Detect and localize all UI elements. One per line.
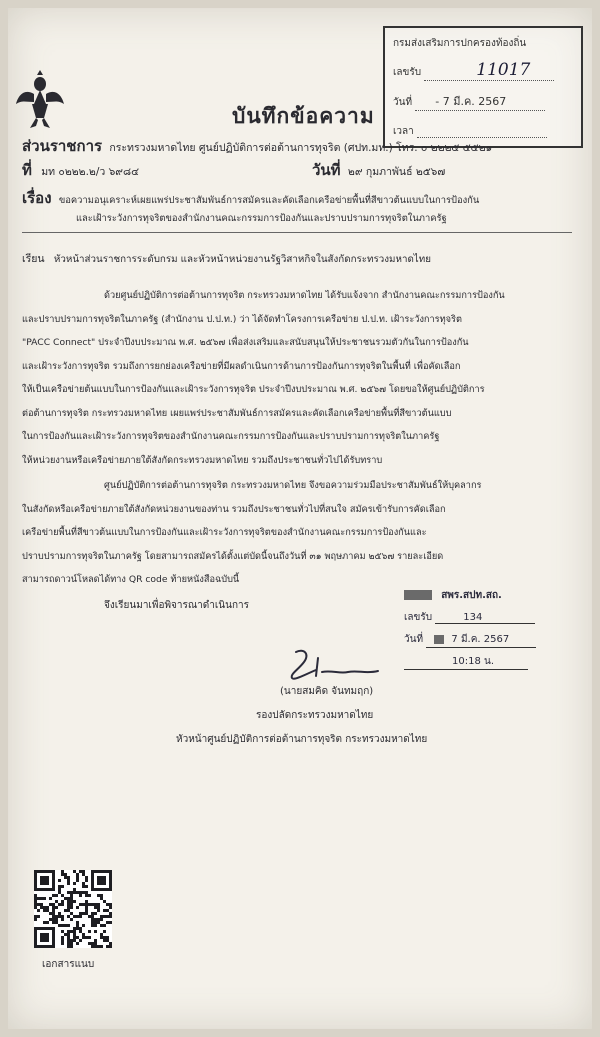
para2-line: ปราบปรามการทุจริตในภาครัฐ โดยสามารถสมัครได้ตั้งแต่บัดนี้จนถึงวันที่ ๓๑ พฤษภาคม ๒๕๖๗ รายละเอียด xyxy=(22,550,444,562)
para1-line: "PACC Connect" ประจำปีงบประมาณ พ.ศ. ๒๕๖๗ เพื่อส่งเสริมและสนับสนุนให้ประชาชนรวมตัวกันในการป้องกัน xyxy=(22,337,469,348)
date-text: ๒๙ กุมภาพันธ์ ๒๕๖๗ xyxy=(347,166,446,178)
para2-line: สามารถดาวน์โหลดได้ทาง QR code ท้ายหนังสือฉบับนี้ xyxy=(22,574,240,585)
stamp-number-label: เลขรับ xyxy=(393,67,422,78)
stamp2-number-label: เลขรับ xyxy=(404,612,433,623)
para1-line: ให้หน่วยงานหรือเครือข่ายภายใต้สังกัดกระทรวงมหาดไทย รวมถึงประชาชนทั่วไปได้รับทราบ xyxy=(22,454,383,466)
handwritten-signature xyxy=(282,644,392,684)
signer-position-1: รองปลัดกระทรวงมหาดไทย xyxy=(256,710,374,721)
para1-line: ด้วยศูนย์ปฏิบัติการต่อต้านการทุจริต กระทรวงมหาดไทย ได้รับแจ้งจาก สำนักงานคณะกรรมการป้องกัน xyxy=(104,290,505,301)
para2-line: ศูนย์ปฏิบัติการต่อต้านการทุจริต กระทรวงมหาดไทย จึงขอความร่วมมือประชาสัมพันธ์ให้บุคลากร xyxy=(104,480,482,491)
salutation-label: เรียน xyxy=(22,253,45,265)
para1-line: ให้เป็นเครือข่ายต้นแบบในการป้องกันและเฝ้าระวังการทุจริต ประจำปีงบประมาณ พ.ศ. ๒๕๖๗ โดยขอให้ศูนย์ปฏิบัติการ xyxy=(22,384,485,395)
stamp2-date-row xyxy=(404,632,536,648)
stamp-date-value: - 7 มี.ค. 2567 xyxy=(435,95,507,108)
signer-name: (นายสมคิด จันทมฤก) xyxy=(280,686,374,697)
stamp-number-value: 11017 xyxy=(476,60,531,80)
subject-line-1 xyxy=(22,189,479,210)
stamp2-date-blot xyxy=(434,635,444,644)
qr-caption: เอกสารแนบ xyxy=(42,959,95,970)
paragraph-2 xyxy=(22,474,582,592)
signer-position-2: หัวหน้าศูนย์ปฏิบัติการต่อต้านการทุจริต กระทรวงมหาดไทย xyxy=(176,734,428,745)
stamp-number-row xyxy=(393,60,554,81)
agency-label: ส่วนราชการ xyxy=(22,137,103,155)
subject-label: เรื่อง xyxy=(22,189,52,207)
salutation-text: หัวหน้าส่วนราชการระดับกรม และหัวหน้าหน่วยงานรัฐวิสาหกิจในสังกัดกระทรวงมหาดไทย xyxy=(53,254,431,265)
stamp2-date-label: วันที่ xyxy=(404,634,424,645)
closing-line: จึงเรียนมาเพื่อพิจารณาดำเนินการ xyxy=(104,600,250,611)
stamp-org-label: กรมส่งเสริมการปกครองท้องถิ่น xyxy=(393,38,527,49)
date-label: วันที่ xyxy=(312,161,341,179)
para2-line: ในสังกัดหรือเครือข่ายภายใต้สังกัดหน่วยงานของท่าน รวมถึงประชาชนทั่วไปที่สนใจ สมัครเข้ารับการคัดเลือก xyxy=(22,503,446,515)
department-receive-stamp xyxy=(404,588,564,670)
ref-label: ที่ xyxy=(22,161,32,179)
stamp2-org-row xyxy=(404,588,502,603)
reference-line xyxy=(22,161,139,182)
stamp2-number-row xyxy=(404,610,535,625)
header-divider xyxy=(22,232,572,233)
stamp2-date-value: 7 มี.ค. 2567 xyxy=(451,634,510,645)
stamp-date-label: วันที่ xyxy=(393,97,413,108)
stamp2-number-value: 134 xyxy=(463,612,483,623)
agency-line xyxy=(22,137,492,158)
stamp-time-label: เวลา xyxy=(393,126,414,137)
para1-line: ในการป้องกันและเฝ้าระวังการทุจริตของสำนักงานคณะกรรมการป้องกันและปราบปรามการทุจริตในภาครัฐ xyxy=(22,431,440,442)
stamp2-org: สพร.สปท.สถ. xyxy=(441,590,502,601)
agency-text: กระทรวงมหาดไทย ศูนย์ปฏิบัติการต่อต้านการทุจริต (ศปท.มท.) โทร. ๐ ๒๒๒๕ ๕๕๒๑ xyxy=(109,142,493,154)
stamp2-time-value: 10:18 น. xyxy=(452,656,495,667)
para1-line: ต่อต้านการทุจริต กระทรวงมหาดไทย เผยแพร่ประชาสัมพันธ์การสมัครและคัดเลือกเครือข่ายพื้นที่สีขาวต้นแบบ xyxy=(22,407,452,419)
garuda-emblem-icon xyxy=(14,70,66,130)
salutation-line xyxy=(22,250,431,269)
para2-line: เครือข่ายพื้นที่สีขาวต้นแบบในการป้องกันและเฝ้าระวังการทุจริตของสำนักงานคณะกรรมการป้องกันและ xyxy=(22,527,427,538)
subject-text-1: ขอความอนุเคราะห์เผยแพร่ประชาสัมพันธ์การสมัครและคัดเลือกเครือข่ายพื้นที่สีขาวต้นแบบในการป้องกัน xyxy=(58,195,480,206)
para1-line: และปราบปรามการทุจริตในภาครัฐ (สำนักงาน ป.ป.ท.) ว่า ได้จัดทำโครงการเครือข่าย ป.ป.ท. เฝ้าระวังการทุจริต xyxy=(22,313,462,325)
stamp2-blot xyxy=(404,590,432,600)
stamp2-time-row xyxy=(404,654,528,670)
qr-code-icon xyxy=(34,870,112,948)
receive-stamp-box xyxy=(383,26,583,148)
ref-text: มท ๐๒๒๒.๒/ว ๖๙๘๔ xyxy=(41,166,140,178)
memo-title: บันทึกข้อความ xyxy=(232,104,375,128)
para1-line: และเฝ้าระวังการทุจริต รวมถึงการยกย่องเครือข่ายที่มีผลดำเนินการด้านการป้องกันการทุจริตในพื้นที่ เพื่อคัดเลือก xyxy=(22,360,461,372)
stamp-date-row xyxy=(393,92,545,111)
qr-code xyxy=(34,870,112,948)
paragraph-1 xyxy=(22,284,582,472)
subject-text-2: และเฝ้าระวังการทุจริตของสำนักงานคณะกรรมการป้องกันและปราบปรามการทุจริตในภาครัฐ xyxy=(76,213,447,224)
date-line xyxy=(312,161,445,182)
